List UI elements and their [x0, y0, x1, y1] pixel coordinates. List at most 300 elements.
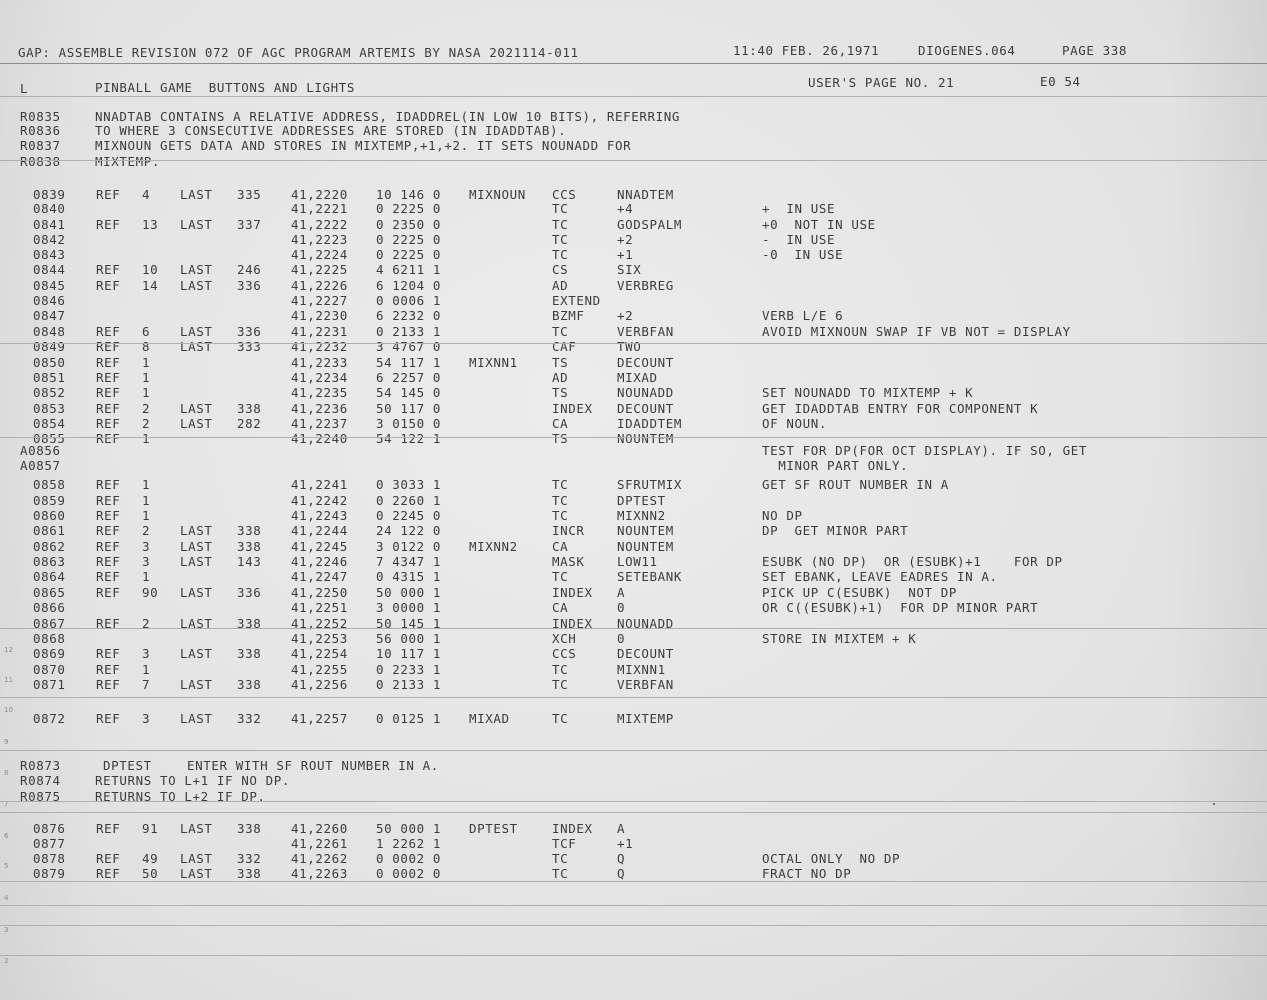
listing-arg: GODSPALM — [617, 217, 683, 232]
listing-ref: REF — [96, 508, 121, 523]
listing-ref: REF — [96, 569, 121, 584]
listing-arg: MIXTEMP — [617, 711, 674, 726]
margin-mark: 4 — [4, 894, 9, 902]
listing-text: ENTER WITH SF ROUT NUMBER IN A. — [187, 758, 439, 773]
rule-line — [0, 925, 1267, 926]
listing-addr: 41,2262 — [291, 851, 348, 866]
listing-arg: MIXNN2 — [617, 508, 666, 523]
listing-arg: VERBREG — [617, 278, 674, 293]
listing-arg: +4 — [617, 201, 634, 216]
listing-last: LAST — [180, 821, 213, 836]
listing-comment: OF NOUN. — [762, 416, 828, 431]
listing-arg: DECOUNT — [617, 355, 674, 370]
listing-op: AD — [552, 370, 569, 385]
listing-comment: NO DP — [762, 508, 803, 523]
listing-last: LAST — [180, 416, 213, 431]
listing-label: DPTEST — [469, 821, 518, 836]
listing-addr: 41,2226 — [291, 278, 348, 293]
listing-op: CS — [552, 262, 569, 277]
listing-comment: OR C((ESUBK)+1) FOR DP MINOR PART — [762, 600, 1039, 615]
listing-arg: DPTEST — [617, 493, 666, 508]
listing-line: 0853 — [33, 401, 66, 416]
rule-line — [0, 437, 1267, 438]
listing-code: 0 4315 1 — [376, 569, 442, 584]
listing-ref: REF — [96, 324, 121, 339]
listing-addr: 41,2247 — [291, 569, 348, 584]
listing-arg: VERBFAN — [617, 324, 674, 339]
listing-comment: AVOID MIXNOUN SWAP IF VB NOT = DISPLAY — [762, 324, 1071, 339]
listing-addr: 41,2233 — [291, 355, 348, 370]
listing-ref: REF — [96, 866, 121, 881]
listing-code: 54 117 1 — [376, 355, 442, 370]
listing-line: 0868 — [33, 631, 66, 646]
listing-refn: 3 — [142, 711, 151, 726]
listing-refn: 3 — [142, 554, 151, 569]
listing-last: LAST — [180, 523, 213, 538]
rule-line — [0, 801, 1267, 802]
listing-op: TCF — [552, 836, 577, 851]
listing-banner: GAP: ASSEMBLE REVISION 072 OF AGC PROGRAM ARTEMIS BY NASA 2021114-011 — [18, 45, 579, 60]
listing-last: LAST — [180, 339, 213, 354]
listing-refn: 1 — [142, 662, 151, 677]
listing-lastn: 338 — [237, 646, 262, 661]
listing-line: 0863 — [33, 554, 66, 569]
listing-code: 54 122 1 — [376, 431, 442, 446]
listing-lastn: 338 — [237, 821, 262, 836]
listing-code: 0 2260 1 — [376, 493, 442, 508]
listing-addr: 41,2244 — [291, 523, 348, 538]
listing-code: 7 4347 1 — [376, 554, 442, 569]
listing-comment: GET IDADDTAB ENTRY FOR COMPONENT K — [762, 401, 1039, 416]
listing-arg: LOW11 — [617, 554, 658, 569]
listing-line: 0867 — [33, 616, 66, 631]
users-page-number: USER'S PAGE NO. 21 — [808, 75, 955, 90]
margin-mark: 9 — [4, 738, 9, 746]
listing-lastn: 338 — [237, 616, 262, 631]
listing-op: EXTEND — [552, 293, 601, 308]
listing-op: TS — [552, 431, 569, 446]
listing-line: 0866 — [33, 600, 66, 615]
listing-comment: PICK UP C(ESUBK) NOT DP — [762, 585, 958, 600]
margin-mark: 5 — [4, 862, 9, 870]
listing-code: 50 000 1 — [376, 821, 442, 836]
listing-op: TC — [552, 232, 569, 247]
listing-arg: Q — [617, 866, 626, 881]
listing-ref: REF — [96, 477, 121, 492]
listing-comment: GET SF ROUT NUMBER IN A — [762, 477, 949, 492]
listing-lastn: 338 — [237, 401, 262, 416]
listing-comment: TEST FOR DP(FOR OCT DISPLAY). IF SO, GET — [762, 443, 1088, 458]
listing-op: TC — [552, 201, 569, 216]
listing-refn: 1 — [142, 385, 151, 400]
listing-lastn: 336 — [237, 585, 262, 600]
listing-text: NNADTAB CONTAINS A RELATIVE ADDRESS, IDADDREL(IN LOW 10 BITS), REFERRING — [95, 109, 681, 124]
listing-addr: 41,2232 — [291, 339, 348, 354]
listing-line: 0871 — [33, 677, 66, 692]
listing-comment: FRACT NO DP — [762, 866, 852, 881]
listing-comment: DP GET MINOR PART — [762, 523, 909, 538]
listing-refn: 1 — [142, 508, 151, 523]
listing-arg: SETEBANK — [617, 569, 683, 584]
listing-text: RETURNS TO L+1 IF NO DP. — [95, 773, 291, 788]
listing-line: 0847 — [33, 308, 66, 323]
listing-addr: 41,2250 — [291, 585, 348, 600]
listing-ref: REF — [96, 187, 121, 202]
listing-arg: MIXAD — [617, 370, 658, 385]
listing-code: 0 3033 1 — [376, 477, 442, 492]
listing-last: LAST — [180, 539, 213, 554]
listing-arg: DECOUNT — [617, 646, 674, 661]
listing-code: 0 0006 1 — [376, 293, 442, 308]
listing-arg: NOUNTEM — [617, 431, 674, 446]
listing-ref: REF — [96, 493, 121, 508]
listing-lastn: 332 — [237, 851, 262, 866]
listing-line: 0878 — [33, 851, 66, 866]
listing-addr: 41,2263 — [291, 866, 348, 881]
listing-code: 0 2350 0 — [376, 217, 442, 232]
listing-line: 0840 — [33, 201, 66, 216]
listing-refn: 4 — [142, 187, 151, 202]
listing-code: 0 0002 0 — [376, 866, 442, 881]
listing-code: 4 6211 1 — [376, 262, 442, 277]
listing-comment: +0 NOT IN USE — [762, 217, 876, 232]
listing-code: 0 0125 1 — [376, 711, 442, 726]
listing-code: 1 2262 1 — [376, 836, 442, 851]
listing-addr: 41,2243 — [291, 508, 348, 523]
listing-ref: REF — [96, 539, 121, 554]
listing-arg: 0 — [617, 631, 626, 646]
listing-op: INDEX — [552, 401, 593, 416]
listing-addr: 41,2221 — [291, 201, 348, 216]
listing-last: LAST — [180, 187, 213, 202]
listing-op: MASK — [552, 554, 585, 569]
listing-op: CA — [552, 416, 569, 431]
listing-addr: 41,2220 — [291, 187, 348, 202]
listing-op: TC — [552, 677, 569, 692]
listing-lastn: 336 — [237, 324, 262, 339]
listing-last: LAST — [180, 278, 213, 293]
listing-lastn: 336 — [237, 278, 262, 293]
rule-line — [0, 812, 1267, 813]
listing-code: 10 117 1 — [376, 646, 442, 661]
listing-arg: IDADDTEM — [617, 416, 683, 431]
listing-op: BZMF — [552, 308, 585, 323]
listing-refn: 2 — [142, 523, 151, 538]
listing-ref: REF — [96, 851, 121, 866]
version-tag: E0 54 — [1040, 74, 1081, 89]
listing-line: 0849 — [33, 339, 66, 354]
margin-mark: 7 — [4, 800, 9, 808]
listing-ref: REF — [96, 662, 121, 677]
listing-addr: 41,2225 — [291, 262, 348, 277]
listing-arg: NOUNTEM — [617, 539, 674, 554]
listing-op: TS — [552, 355, 569, 370]
listing-text: MIXNOUN GETS DATA AND STORES IN MIXTEMP,+1,+2. IT SETS NOUNADD FOR — [95, 138, 632, 153]
listing-addr: 41,2227 — [291, 293, 348, 308]
listing-text: RETURNS TO L+2 IF DP. — [95, 789, 266, 804]
listing-refn: 2 — [142, 416, 151, 431]
listing-addr: 41,2246 — [291, 554, 348, 569]
listing-addr: 41,2224 — [291, 247, 348, 262]
listing-code: 24 122 0 — [376, 523, 442, 538]
listing-ref: REF — [96, 711, 121, 726]
listing-refn: 50 — [142, 866, 159, 881]
listing-comment: SET NOUNADD TO MIXTEMP + K — [762, 385, 974, 400]
listing-ref: REF — [96, 262, 121, 277]
listing-line: 0845 — [33, 278, 66, 293]
listing-addr: 41,2236 — [291, 401, 348, 416]
listing-line: 0846 — [33, 293, 66, 308]
listing-code: 50 145 1 — [376, 616, 442, 631]
listing-lastn: 143 — [237, 554, 262, 569]
listing-addr: 41,2252 — [291, 616, 348, 631]
listing-code: 0 2245 0 — [376, 508, 442, 523]
listing-lastn: 338 — [237, 677, 262, 692]
listing-ref: REF — [96, 646, 121, 661]
listing-code: 6 2257 0 — [376, 370, 442, 385]
listing-ref: REF — [96, 585, 121, 600]
listing-op: INDEX — [552, 585, 593, 600]
listing-last: LAST — [180, 262, 213, 277]
listing-code: 50 000 1 — [376, 585, 442, 600]
listing-last: LAST — [180, 866, 213, 881]
listing-ref: REF — [96, 385, 121, 400]
listing-refn: 6 — [142, 324, 151, 339]
listing-code: 0 2233 1 — [376, 662, 442, 677]
rule-line — [0, 343, 1267, 344]
listing-op: TC — [552, 247, 569, 262]
listing-refn: 8 — [142, 339, 151, 354]
listing-line: R0875 — [20, 789, 61, 804]
listing-ref: REF — [96, 416, 121, 431]
listing-refn: 2 — [142, 401, 151, 416]
listing-op: CAF — [552, 339, 577, 354]
listing-ref: REF — [96, 677, 121, 692]
listing-code: 50 117 0 — [376, 401, 442, 416]
listing-arg: +2 — [617, 308, 634, 323]
listing-ref: REF — [96, 339, 121, 354]
margin-mark: 3 — [4, 926, 9, 934]
listing-op: TC — [552, 662, 569, 677]
listing-refn: 3 — [142, 646, 151, 661]
listing-addr: 41,2261 — [291, 836, 348, 851]
listing-arg: +2 — [617, 232, 634, 247]
listing-op: TC — [552, 324, 569, 339]
listing-line: 0854 — [33, 416, 66, 431]
listing-arg: SIX — [617, 262, 642, 277]
rule-line — [0, 905, 1267, 906]
listing-line: 0841 — [33, 217, 66, 232]
listing-comment: SET EBANK, LEAVE EADRES IN A. — [762, 569, 998, 584]
listing-line: 0860 — [33, 508, 66, 523]
listing-ref: REF — [96, 401, 121, 416]
listing-ref: REF — [96, 355, 121, 370]
listing-op: CCS — [552, 646, 577, 661]
listing-refn: 1 — [142, 569, 151, 584]
listing-refn: 1 — [142, 431, 151, 446]
section-tag: L — [20, 81, 29, 96]
listing-ref: REF — [96, 554, 121, 569]
listing-line: 0864 — [33, 569, 66, 584]
listing-op: TS — [552, 385, 569, 400]
listing-label: MIXNOUN — [469, 187, 526, 202]
section-title: PINBALL GAME BUTTONS AND LIGHTS — [95, 80, 356, 95]
listing-comment: MINOR PART ONLY. — [762, 458, 909, 473]
listing-last: LAST — [180, 324, 213, 339]
listing-code: 0 2133 1 — [376, 677, 442, 692]
listing-arg: NOUNTEM — [617, 523, 674, 538]
listing-refn: 49 — [142, 851, 159, 866]
listing-lastn: 246 — [237, 262, 262, 277]
listing-refn: 14 — [142, 278, 159, 293]
rule-line — [0, 750, 1267, 751]
listing-ref: REF — [96, 217, 121, 232]
listing-op: TC — [552, 493, 569, 508]
listing-op: TC — [552, 217, 569, 232]
listing-addr: 41,2256 — [291, 677, 348, 692]
listing-line: R0873 — [20, 758, 61, 773]
listing-code: 6 1204 0 — [376, 278, 442, 293]
listing-comment: OCTAL ONLY NO DP — [762, 851, 901, 866]
rule-line — [0, 160, 1267, 161]
listing-line: 0848 — [33, 324, 66, 339]
listing-op: TC — [552, 508, 569, 523]
listing-addr: 41,2240 — [291, 431, 348, 446]
listing-refn: 10 — [142, 262, 159, 277]
listing-arg: VERBFAN — [617, 677, 674, 692]
paper-speck — [1213, 803, 1215, 805]
listing-line: 0879 — [33, 866, 66, 881]
listing-arg: A — [617, 585, 626, 600]
listing-refn: 1 — [142, 493, 151, 508]
listing-last: LAST — [180, 401, 213, 416]
margin-mark: 2 — [4, 957, 9, 965]
listing-op: CA — [552, 600, 569, 615]
listing-arg: NOUNADD — [617, 616, 674, 631]
listing-code: 0 0002 0 — [376, 851, 442, 866]
listing-op: TC — [552, 851, 569, 866]
listing-addr: 41,2251 — [291, 600, 348, 615]
listing-ref: REF — [96, 616, 121, 631]
listing-op: CCS — [552, 187, 577, 202]
listing-line: R0838 — [20, 154, 61, 169]
listing-code: 3 0000 1 — [376, 600, 442, 615]
listing-line: 0877 — [33, 836, 66, 851]
listing-code: 54 145 0 — [376, 385, 442, 400]
listing-arg: TWO — [617, 339, 642, 354]
listing-code: 0 2133 1 — [376, 324, 442, 339]
listing-op: TC — [552, 866, 569, 881]
listing-refn: 1 — [142, 477, 151, 492]
listing-ref: REF — [96, 431, 121, 446]
rule-line — [0, 628, 1267, 629]
listing-line: R0837 — [20, 138, 61, 153]
margin-mark: 8 — [4, 769, 9, 777]
listing-refn: 13 — [142, 217, 159, 232]
listing-addr: 41,2234 — [291, 370, 348, 385]
margin-mark: 6 — [4, 832, 9, 840]
listing-comment: VERB L/E 6 — [762, 308, 844, 323]
listing-arg: DECOUNT — [617, 401, 674, 416]
rule-line — [0, 955, 1267, 956]
listing-code: 3 0150 0 — [376, 416, 442, 431]
listing-last: LAST — [180, 646, 213, 661]
listing-code: 0 2225 0 — [376, 232, 442, 247]
listing-last: LAST — [180, 677, 213, 692]
listing-code: 0 2225 0 — [376, 247, 442, 262]
listing-ref: REF — [96, 370, 121, 385]
listing-last: LAST — [180, 616, 213, 631]
listing-text: TO WHERE 3 CONSECUTIVE ADDRESSES ARE STORED (IN IDADDTAB). — [95, 123, 567, 138]
listing-addr: 41,2255 — [291, 662, 348, 677]
listing-label: MIXNN1 — [469, 355, 518, 370]
listing-lastn: 282 — [237, 416, 262, 431]
listing-last: LAST — [180, 585, 213, 600]
listing-op: INDEX — [552, 616, 593, 631]
listing-comment: STORE IN MIXTEM + K — [762, 631, 917, 646]
listing-addr: 41,2260 — [291, 821, 348, 836]
listing-addr: 41,2231 — [291, 324, 348, 339]
listing-ref: REF — [96, 523, 121, 538]
listing-line: R0874 — [20, 773, 61, 788]
listing-comment: - IN USE — [762, 232, 836, 247]
listing-line: 0844 — [33, 262, 66, 277]
listing-comment: ESUBK (NO DP) OR (ESUBK)+1 FOR DP — [762, 554, 1063, 569]
listing-time-date: 11:40 FEB. 26,1971 — [733, 43, 880, 58]
listing-op: INCR — [552, 523, 585, 538]
listing-line: 0851 — [33, 370, 66, 385]
listing-arg: +1 — [617, 247, 634, 262]
listing-addr: 41,2254 — [291, 646, 348, 661]
listing-line: 0855 — [33, 431, 66, 446]
listing-addr: 41,2230 — [291, 308, 348, 323]
listing-label: MIXAD — [469, 711, 510, 726]
listing-arg: NNADTEM — [617, 187, 674, 202]
listing-arg: Q — [617, 851, 626, 866]
listing-line: 0862 — [33, 539, 66, 554]
listing-addr: 41,2245 — [291, 539, 348, 554]
listing-op: CA — [552, 539, 569, 554]
listing-arg: A — [617, 821, 626, 836]
listing-text: MIXTEMP. — [95, 154, 161, 169]
listing-line: 0861 — [33, 523, 66, 538]
listing-last: LAST — [180, 851, 213, 866]
listing-line: 0858 — [33, 477, 66, 492]
listing-addr: 41,2242 — [291, 493, 348, 508]
listing-lastn: 338 — [237, 523, 262, 538]
listing-refn: 90 — [142, 585, 159, 600]
listing-line: 0850 — [33, 355, 66, 370]
listing-refn: 3 — [142, 539, 151, 554]
listing-op: TC — [552, 569, 569, 584]
listing-line: 0843 — [33, 247, 66, 262]
listing-line: 0865 — [33, 585, 66, 600]
listing-last: LAST — [180, 554, 213, 569]
listing-arg: +1 — [617, 836, 634, 851]
listing-addr: 41,2253 — [291, 631, 348, 646]
page-number: PAGE 338 — [1062, 43, 1128, 58]
listing-code: 0 2225 0 — [376, 201, 442, 216]
listing-arg: MIXNN1 — [617, 662, 666, 677]
listing-line: 0876 — [33, 821, 66, 836]
listing-line: R0836 — [20, 123, 61, 138]
listing-op: INDEX — [552, 821, 593, 836]
listing-line: A0856 — [20, 443, 61, 458]
listing-line: 0852 — [33, 385, 66, 400]
listing-lastn: 338 — [237, 866, 262, 881]
listing-line: R0835 — [20, 109, 61, 124]
listing-refn: 1 — [142, 355, 151, 370]
